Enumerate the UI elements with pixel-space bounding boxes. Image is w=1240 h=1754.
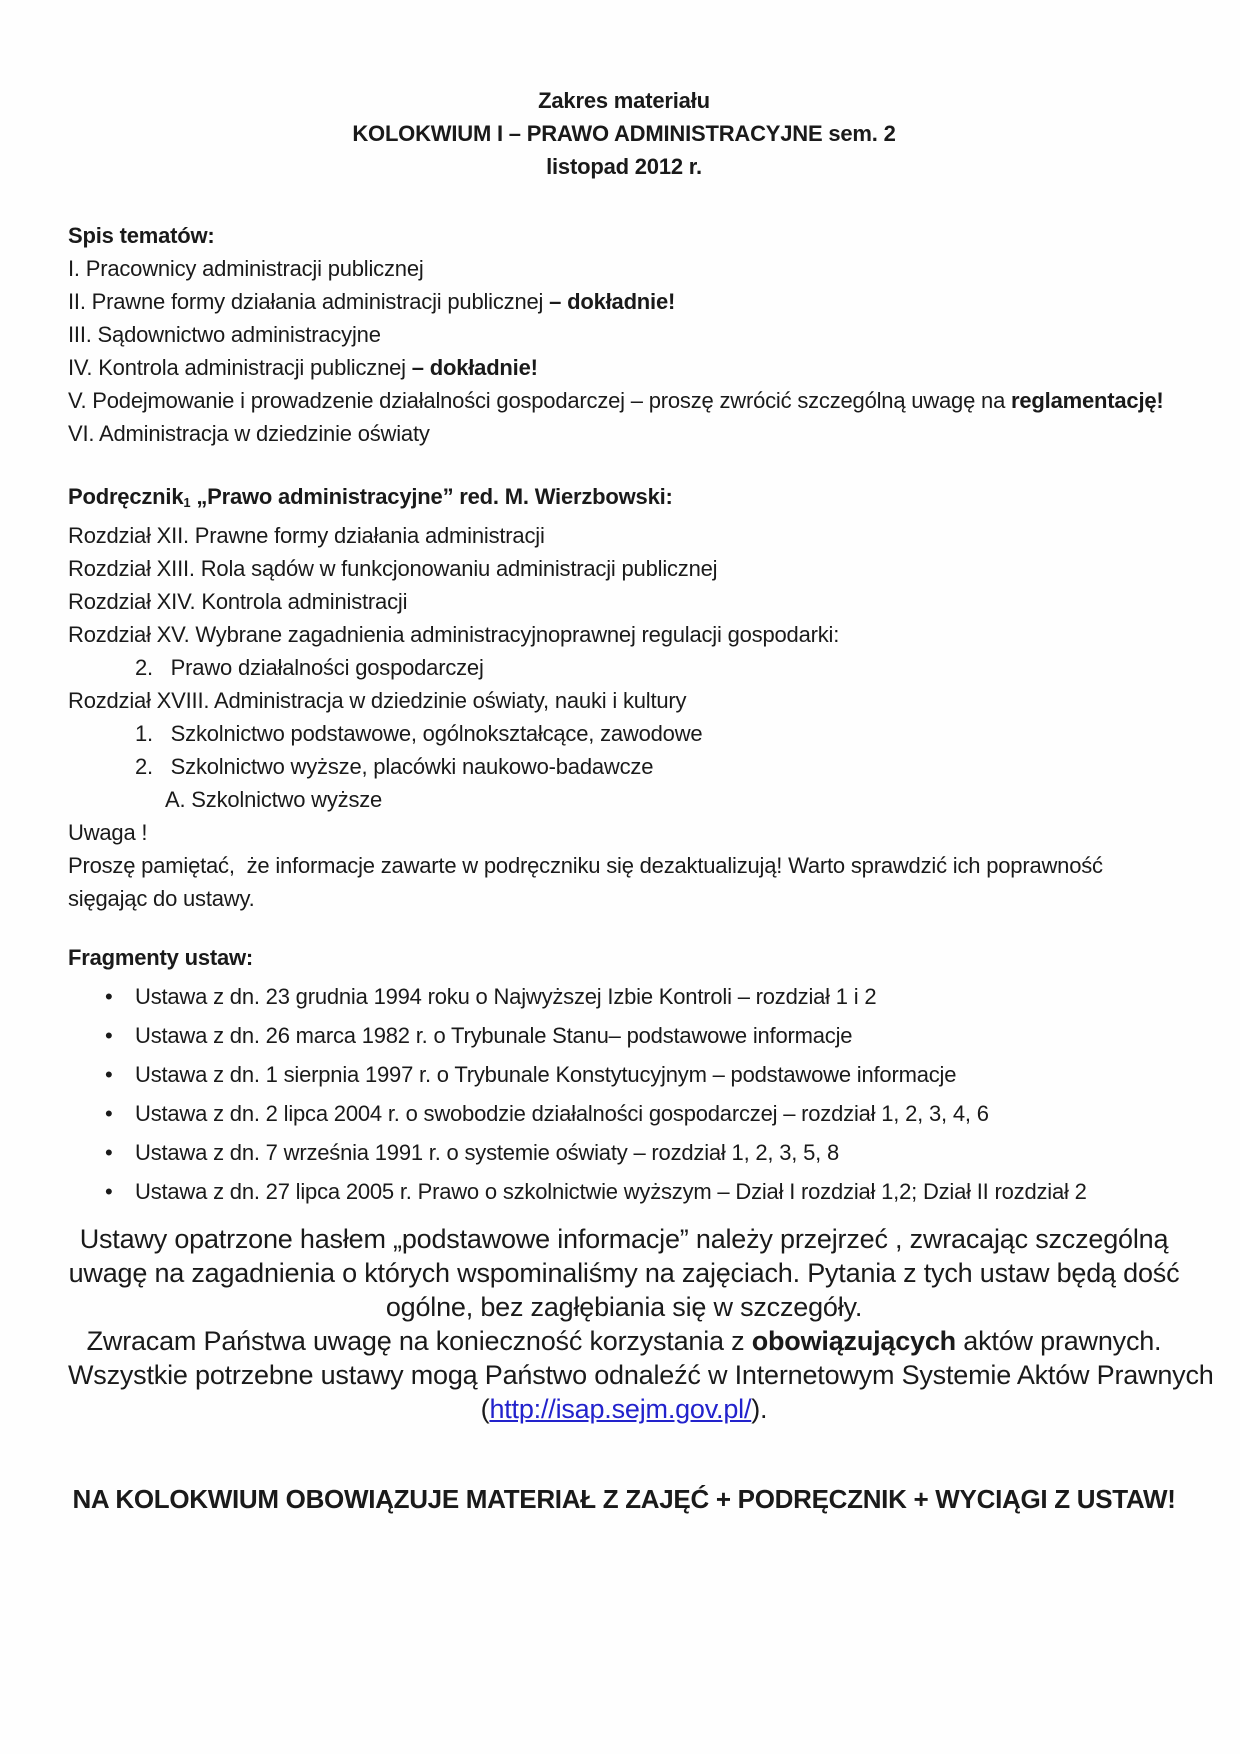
law-list-item [68, 1175, 1180, 1208]
text-segment: I. Pracownicy administracji publicznej [68, 256, 424, 281]
text-segment: V. Podejmowanie i prowadzenie działalności gospodarczej – proszę zwrócić szczególną uwagę na [68, 388, 1012, 413]
text-segment: Podręcznik [68, 484, 184, 509]
bullet-icon: • [105, 1179, 113, 1204]
law-list-item [68, 980, 1180, 1013]
bullet-icon: • [105, 1140, 113, 1165]
law-item-text: Ustawa z dn. 2 lipca 2004 r. o swobodzie działalności gospodarczej – rozdział 1, 2, 3, 4, 6 [135, 1101, 989, 1126]
chapter-line: Rozdział XIII. Rola sądów w funkcjonowaniu administracji publicznej [68, 556, 718, 581]
closing-note-binding-acts [68, 1324, 1180, 1358]
text-segment: ( [480, 1394, 490, 1424]
topic-item-4 [68, 351, 1180, 384]
text-segment: obowiązujących [751, 1326, 956, 1356]
chapter-subitem: 2. Szkolnictwo wyższe, placówki naukowo-badawcze [135, 754, 654, 779]
law-item-text: Ustawa z dn. 23 grudnia 1994 roku o Najwyższej Izbie Kontroli – rozdział 1 i 2 [135, 984, 877, 1009]
law-list-item [68, 1058, 1180, 1091]
closing-paragraph: Ustawy opatrzone hasłem „podstawowe informacje” należy przejrzeć , zwracając szczególną uwagę na zagadnienia o których wspominaliśmy na zajęciach. Pytania z tych ustaw będą dość ogólne, bez zagłębiania się w szczegóły. [68, 1224, 1180, 1322]
text-segment: Zwracam Państwa uwagę na konieczność korzystania z [86, 1326, 752, 1356]
closing-block [68, 1222, 1214, 1426]
text-segment: aktów prawnych. [955, 1326, 1162, 1356]
doc-title-line1: Zakres materiału [538, 88, 710, 113]
topic-item-1 [68, 252, 1180, 285]
chapter-line: Rozdział XVIII. Administracja w dziedzinie oświaty, nauki i kultury [68, 688, 687, 713]
isap-link[interactable]: http://isap.sejm.gov.pl/ [489, 1394, 752, 1424]
text-segment: „Prawo administracyjne” red. M. Wierzbowski: [190, 484, 673, 509]
text-segment: IV. Kontrola administracji publicznej [68, 355, 412, 380]
text-segment: II. Prawne formy działania administracji publicznej [68, 289, 550, 314]
text-segment: VI. Administracja w dziedzinie oświaty [68, 421, 430, 446]
warning-text: Proszę pamiętać, że informacje zawarte w podręczniku się dezaktualizują! Warto sprawdzić ich poprawność sięgając do ustawy. [68, 853, 1103, 911]
law-list-item [68, 1136, 1180, 1169]
law-item-text: Ustawa z dn. 26 marca 1982 r. o Trybunale Stanu– podstawowe informacje [135, 1023, 853, 1048]
bullet-icon: • [105, 1101, 113, 1126]
bullet-icon: • [105, 1062, 113, 1087]
textbook-heading [68, 480, 1180, 519]
chapter-line: Rozdział XIV. Kontrola administracji [68, 589, 408, 614]
exam-scope-statement: NA KOLOKWIUM OBOWIĄZUJE MATERIAŁ Z ZAJĘĆ + PODRĘCZNIK + WYCIĄGI Z USTAW! [72, 1484, 1176, 1514]
chapter-subitem: 2. Prawo działalności gospodarczej [135, 655, 484, 680]
doc-title-line2: KOLOKWIUM I – PRAWO ADMINISTRACYJNE sem. 2 [352, 121, 896, 146]
warning-heading: Uwaga ! [68, 820, 148, 845]
topics-heading: Spis tematów: [68, 223, 215, 248]
closing-note-isap: Wszystkie potrzebne ustawy mogą Państwo odnaleźć w Internetowym Systemie Aktów Prawnych [68, 1360, 1214, 1390]
text-segment: ). [751, 1394, 768, 1424]
text-segment: reglamentację! [1011, 388, 1164, 413]
law-list-item [68, 1097, 1180, 1130]
topic-item-6 [68, 417, 1180, 450]
chapter-subsubitem: A. Szkolnictwo wyższe [165, 787, 383, 812]
law-item-text: Ustawa z dn. 7 września 1991 r. o systemie oświaty – rozdział 1, 2, 3, 5, 8 [135, 1140, 840, 1165]
text-segment: III. Sądownictwo administracyjne [68, 322, 381, 347]
topic-item-5 [68, 384, 1180, 417]
chapter-line: Rozdział XV. Wybrane zagadnienia administracyjnoprawnej regulacji gospodarki: [68, 622, 840, 647]
bullet-icon: • [105, 1023, 113, 1048]
law-item-text: Ustawa z dn. 1 sierpnia 1997 r. o Trybunale Konstytucyjnym – podstawowe informacje [135, 1062, 957, 1087]
isap-link-line [68, 1392, 1180, 1426]
chapter-line: Rozdział XII. Prawne formy działania administracji [68, 523, 545, 548]
text-segment: – dokładnie! [549, 289, 676, 314]
topic-item-3 [68, 318, 1180, 351]
text-segment: 1 [183, 495, 191, 510]
chapter-subitem: 1. Szkolnictwo podstawowe, ogólnokształcące, zawodowe [135, 721, 703, 746]
topic-item-2 [68, 285, 1180, 318]
text-segment: – dokładnie! [411, 355, 538, 380]
law-item-text: Ustawa z dn. 27 lipca 2005 r. Prawo o szkolnictwie wyższym – Dział I rozdział 1,2; Dział II rozdział 2 [135, 1179, 1087, 1204]
doc-title-line3: listopad 2012 r. [546, 154, 702, 179]
law-list-item [68, 1019, 1180, 1052]
bullet-icon: • [105, 984, 113, 1009]
laws-heading: Fragmenty ustaw: [68, 945, 254, 970]
